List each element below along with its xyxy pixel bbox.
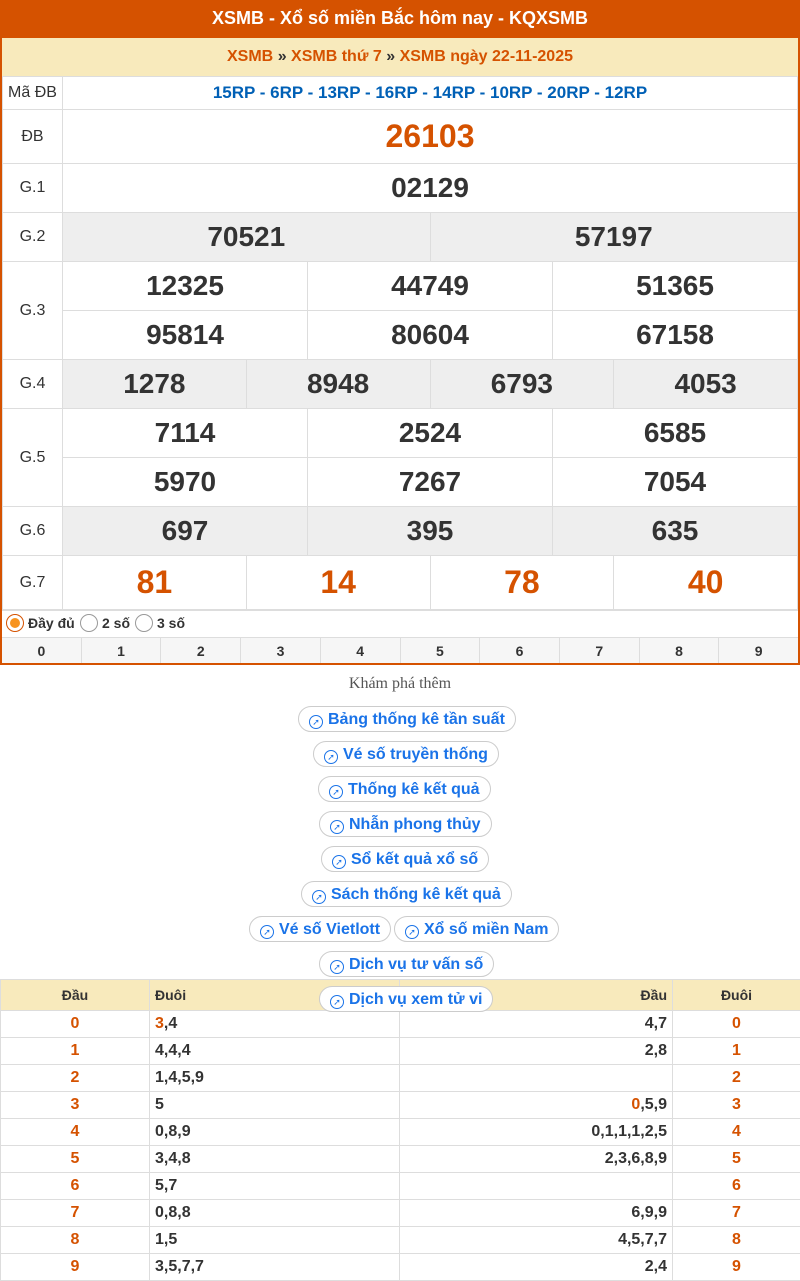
fourth-prize: 4053 [614, 360, 798, 409]
seventh-prize: 40 [614, 556, 798, 610]
loto-tails [150, 1227, 400, 1254]
fifth-prize: 2524 [308, 409, 553, 458]
arrow-circle-icon: ➚ [332, 855, 346, 869]
arrow-circle-icon: ➚ [329, 785, 343, 799]
sixth-prize: 635 [553, 507, 798, 556]
loto-head: 8 [1, 1227, 150, 1254]
loto-value: 3,5,7,7 [155, 1258, 204, 1275]
explore-link-label: Dịch vụ tư vấn số [349, 956, 484, 973]
loto-value: 2,4 [644, 1258, 667, 1275]
fifth-prize: 5970 [63, 458, 308, 507]
loto-head: 4 [1, 1119, 150, 1146]
fourth-prize: 1278 [63, 360, 247, 409]
loto-value: 1,5 [155, 1231, 178, 1248]
table-row [1, 1173, 800, 1200]
loto-heads-reverse [400, 1227, 673, 1254]
loto-header: Đuôi [673, 980, 800, 1011]
loto-value: 2,3,6,8,9 [604, 1150, 667, 1167]
explore-link-label: Thống kê kết quả [348, 781, 480, 798]
loto-tails [150, 1173, 400, 1200]
explore-link[interactable] [318, 776, 491, 802]
loto-value: 3 [155, 1015, 164, 1032]
loto-tail-digit: 8 [673, 1227, 800, 1254]
arrow-circle-icon: ➚ [405, 925, 419, 939]
first-prize: 02129 [63, 164, 798, 213]
loto-head: 0 [1, 1011, 150, 1038]
loto-heads-reverse [400, 1254, 673, 1281]
table-row [1, 1119, 800, 1146]
loto-header: Đầu [400, 980, 673, 1011]
loto-value: ,5,9 [640, 1096, 667, 1113]
g2-label: G.2 [3, 213, 63, 262]
loto-heads-reverse [400, 1038, 673, 1065]
third-prize: 67158 [553, 311, 798, 360]
loto-head: 9 [1, 1254, 150, 1281]
seventh-prize: 14 [246, 556, 430, 610]
loto-heads-reverse [400, 1011, 673, 1038]
sixth-prize: 697 [63, 507, 308, 556]
digit-button[interactable]: 8 [640, 638, 720, 664]
loto-heads-reverse [400, 1146, 673, 1173]
loto-heads-reverse [400, 1119, 673, 1146]
loto-tail-digit: 7 [673, 1200, 800, 1227]
explore-link[interactable] [249, 916, 391, 942]
table-row [1, 1254, 800, 1281]
digit-button[interactable]: 2 [161, 638, 241, 664]
option-two-label: 2 số [102, 615, 131, 631]
loto-tail-digit: 4 [673, 1119, 800, 1146]
loto-tails [150, 1065, 400, 1092]
table-row [1, 1146, 800, 1173]
explore-link[interactable] [319, 811, 492, 837]
explore-link-label: Bảng thống kê tần suất [328, 711, 505, 728]
loto-head: 7 [1, 1200, 150, 1227]
breadcrumb-xsmb[interactable]: XSMB [227, 48, 274, 65]
digit-button[interactable]: 7 [560, 638, 640, 664]
g1-label: G.1 [3, 164, 63, 213]
digit-button[interactable]: 9 [754, 643, 763, 659]
seventh-prize: 81 [63, 556, 247, 610]
loto-tail-digit: 5 [673, 1146, 800, 1173]
loto-value: 4,5,7,7 [618, 1231, 667, 1248]
option-full-label: Đầy đủ [28, 615, 75, 631]
loto-tail-digit: 3 [673, 1092, 800, 1119]
digit-button[interactable]: 0 [2, 638, 82, 664]
explore-link-label: Vé số Vietlott [279, 921, 381, 938]
option-three-label: 3 số [157, 615, 186, 631]
loto-tails [150, 1011, 400, 1038]
arrow-circle-icon: ➚ [309, 715, 323, 729]
page-title: XSMB - Xổ số miền Bắc hôm nay - KQXSMB [0, 0, 800, 38]
loto-head: 5 [1, 1146, 150, 1173]
loto-heads-reverse [400, 1173, 673, 1200]
g4-label: G.4 [3, 360, 63, 409]
second-prize: 70521 [63, 213, 431, 262]
loto-tail-digit: 9 [673, 1254, 800, 1281]
explore-link[interactable] [313, 741, 499, 767]
third-prize: 95814 [63, 311, 308, 360]
loto-tail-digit: 6 [673, 1173, 800, 1200]
g5-label: G.5 [3, 409, 63, 507]
loto-heads-reverse [400, 1200, 673, 1227]
explore-link[interactable] [321, 846, 489, 872]
special-prize: 26103 [63, 110, 798, 164]
loto-value: 0,8,8 [155, 1204, 191, 1221]
digit-button[interactable]: 1 [82, 638, 162, 664]
explore-link-label: Nhẫn phong thủy [349, 816, 481, 833]
third-prize: 80604 [308, 311, 553, 360]
loto-tail-digit: 1 [673, 1038, 800, 1065]
loto-tails [150, 1146, 400, 1173]
table-row [1, 1065, 800, 1092]
arrow-circle-icon: ➚ [312, 890, 326, 904]
third-prize: 44749 [308, 262, 553, 311]
breadcrumb-separator: » [277, 48, 287, 65]
explore-link[interactable] [298, 706, 516, 732]
arrow-circle-icon: ➚ [330, 995, 344, 1009]
madb-label: Mã ĐB [3, 77, 63, 110]
explore-link-label: Xổ số miền Nam [424, 921, 549, 938]
explore-link-label: Sách thống kê kết quả [331, 886, 501, 903]
madb-value: 15RP - 6RP - 13RP - 16RP - 14RP - 10RP - 20RP - 12RP [63, 77, 798, 110]
seventh-prize: 78 [430, 556, 614, 610]
digit-button[interactable]: 6 [480, 638, 560, 664]
loto-value: 4,4,4 [155, 1042, 191, 1059]
explore-link[interactable] [301, 881, 512, 907]
third-prize: 51365 [553, 262, 798, 311]
table-row [1, 1011, 800, 1038]
table-row [1, 1092, 800, 1119]
explore-link-label: Dịch vụ xem tử vi [349, 991, 483, 1008]
arrow-circle-icon: ➚ [260, 925, 274, 939]
fourth-prize: 6793 [430, 360, 614, 409]
fourth-prize: 8948 [246, 360, 430, 409]
fifth-prize: 7114 [63, 409, 308, 458]
digit-button[interactable]: 3 [241, 638, 321, 664]
breadcrumb-separator: » [386, 48, 396, 65]
fifth-prize: 7267 [308, 458, 553, 507]
arrow-circle-icon: ➚ [330, 820, 344, 834]
loto-header: Đầu [1, 980, 150, 1011]
second-prize: 57197 [430, 213, 798, 262]
loto-tails [150, 1119, 400, 1146]
arrow-circle-icon: ➚ [330, 960, 344, 974]
breadcrumb-xsmb-thu-7[interactable]: XSMB thứ 7 [291, 48, 382, 65]
loto-value: 6,9,9 [631, 1204, 667, 1221]
loto-heads-reverse [400, 1092, 673, 1119]
loto-value: 1,4,5,9 [155, 1069, 204, 1086]
explore-link[interactable] [319, 951, 494, 977]
table-row [1, 1227, 800, 1254]
table-row [1, 1038, 800, 1065]
loto-value: 5,7 [155, 1177, 178, 1194]
digit-button[interactable]: 5 [401, 638, 481, 664]
loto-value: ,4 [163, 1015, 178, 1032]
fifth-prize: 7054 [553, 458, 798, 507]
loto-tail-digit: 0 [673, 1011, 800, 1038]
loto-value: 5 [155, 1096, 164, 1113]
fifth-prize: 6585 [553, 409, 798, 458]
explore-heading: Khám phá thêm [348, 675, 452, 692]
explore-link[interactable] [319, 986, 493, 1012]
explore-link[interactable] [394, 916, 559, 942]
g7-label: G.7 [3, 556, 63, 610]
loto-value: 0 [631, 1096, 641, 1113]
explore-link-label: Sổ kết quả xổ số [351, 851, 479, 868]
digit-button[interactable]: 4 [321, 638, 401, 664]
g6-label: G.6 [3, 507, 63, 556]
loto-value: 3,4,8 [155, 1150, 191, 1167]
loto-tails [150, 1200, 400, 1227]
loto-head: 6 [1, 1173, 150, 1200]
loto-tails [150, 1254, 400, 1281]
loto-header: Đuôi [150, 980, 400, 1011]
loto-heads-reverse [400, 1065, 673, 1092]
loto-value: 4,7 [644, 1015, 667, 1032]
loto-tails [150, 1038, 400, 1065]
loto-table [0, 979, 800, 1281]
third-prize: 12325 [63, 262, 308, 311]
db-label: ĐB [3, 110, 63, 164]
loto-tails [150, 1092, 400, 1119]
loto-head: 1 [1, 1038, 150, 1065]
breadcrumb-xsmb-date[interactable]: XSMB ngày 22-11-2025 [399, 48, 573, 65]
table-row [1, 1200, 800, 1227]
arrow-circle-icon: ➚ [324, 750, 338, 764]
loto-value: 2,8 [644, 1042, 667, 1059]
g3-label: G.3 [3, 262, 63, 360]
explore-link-label: Vé số truyền thống [343, 746, 488, 763]
loto-value: 0,8,9 [155, 1123, 191, 1140]
sixth-prize: 395 [308, 507, 553, 556]
loto-value: 0,1,1,1,2,5 [591, 1123, 667, 1140]
loto-head: 3 [1, 1092, 150, 1119]
loto-tail-digit: 2 [673, 1065, 800, 1092]
loto-head: 2 [1, 1065, 150, 1092]
